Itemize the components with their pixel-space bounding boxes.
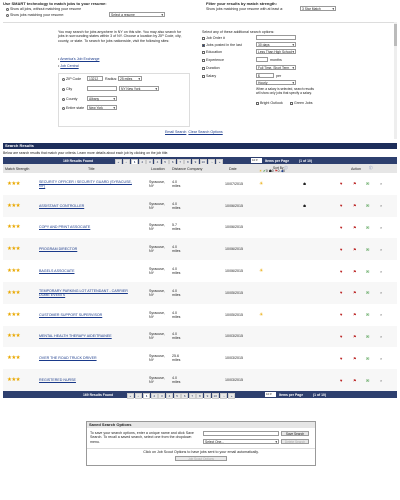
count-4: 0: [283, 168, 285, 173]
flag-icon[interactable]: ⚑: [353, 268, 357, 274]
save-search-button[interactable]: Save Search: [281, 431, 309, 436]
hat-icon: ☗: [303, 203, 307, 208]
location-cell: Syracuse, NY: [149, 354, 165, 363]
share-icon[interactable]: ✉: [366, 355, 370, 361]
distance-cell: 5.7 miles: [172, 223, 181, 232]
salary-label: Salary: [206, 74, 217, 78]
match-stars: ★★★: [7, 355, 20, 362]
distance-cell: 4.0 miles: [172, 376, 181, 385]
page-button[interactable]: 6: [169, 159, 176, 165]
city-option[interactable]: [62, 87, 72, 91]
table-row: [3, 326, 397, 349]
county-option[interactable]: [62, 97, 77, 101]
distance-cell: 4.0 miles: [172, 201, 181, 210]
col-match[interactable]: Match Strength: [5, 166, 30, 171]
filter-icons: [259, 169, 285, 173]
per-page-value: 10: [266, 392, 270, 397]
sun-icon: ☀: [259, 311, 264, 318]
save-heart-icon[interactable]: ♥: [340, 246, 343, 252]
checkbox-icon: [202, 44, 205, 47]
resume-select[interactable]: [109, 12, 165, 17]
date-cell: 10/03/2015: [225, 334, 243, 339]
job-title-link[interactable]: MENTAL HEALTH THERAPY AIDE/TRAINEE: [39, 334, 112, 339]
saved-description: To save your search options, enter a unique name and click Save Search. To recall a saved search, select one from the dropdown menu.: [90, 431, 194, 444]
match-stars: ★★★: [7, 224, 20, 231]
flag-icon[interactable]: ⚑: [353, 181, 357, 187]
col-action: Action: [351, 166, 361, 171]
smart-option-match[interactable]: [6, 13, 64, 17]
state-select[interactable]: [87, 105, 117, 110]
per-page-select[interactable]: 10 ▾: [251, 158, 262, 163]
salary-option[interactable]: [202, 74, 216, 78]
job-title-link[interactable]: SECURITY OFFICER / SECURITY GUARD (SYRACUSE, NY): [39, 179, 132, 188]
america-job-exchange-item: • America's Job Exchange: [58, 57, 100, 61]
page-button[interactable]: 9: [204, 393, 211, 399]
page-of-bottom: (1 of 10): [313, 392, 326, 397]
location-cell: Syracuse, NY: [149, 310, 165, 319]
save-heart-icon[interactable]: ♥: [340, 290, 343, 296]
posted-select[interactable]: [256, 42, 296, 47]
county-value: Albany: [89, 97, 100, 101]
flag-icon[interactable]: ⚑: [353, 224, 357, 230]
save-name-input[interactable]: [203, 431, 279, 436]
checkbox-icon: [202, 59, 205, 62]
page-button[interactable]: 2: [139, 159, 146, 165]
job-title-link[interactable]: CUSTOMER SUPPORT SUPERVISOR: [39, 312, 103, 317]
distance-cell: 25.6 miles: [172, 354, 181, 363]
date-cell: 10/03/2015: [225, 378, 243, 383]
job-order-option[interactable]: [202, 36, 225, 40]
zip-option[interactable]: [62, 77, 81, 81]
experience-input[interactable]: [256, 57, 268, 62]
page-button[interactable]: 1: [143, 393, 150, 399]
duration-select[interactable]: [256, 65, 296, 70]
filter-title: Filter your results by match strength:: [206, 1, 277, 6]
radio-icon: [62, 107, 65, 110]
share-icon[interactable]: ✉: [366, 224, 370, 230]
next-page-button[interactable]: ›: [220, 393, 227, 399]
col-location[interactable]: Location: [151, 166, 165, 171]
match-stars: ★★★: [7, 289, 20, 296]
duration-value: Full Time, Short Term: [258, 66, 290, 70]
job-title-link[interactable]: COPY AND PRINT ASSOCIATE: [39, 225, 91, 230]
date-cell: 10/06/2015: [225, 225, 243, 230]
saved-search-select[interactable]: [203, 439, 279, 444]
state-option[interactable]: [62, 106, 84, 110]
email-search-link[interactable]: Email Search: [165, 130, 187, 134]
distance-cell: 4.0 miles: [172, 179, 181, 188]
city-label: City: [66, 87, 73, 91]
sun-icon: ☀: [259, 268, 264, 275]
job-title-cell: [39, 217, 139, 239]
posted-option[interactable]: [202, 43, 242, 47]
save-heart-icon[interactable]: ♥: [340, 355, 343, 361]
chevron-down-icon: ▾: [292, 81, 294, 85]
next-page-button[interactable]: ›: [208, 159, 215, 165]
date-cell: 10/06/2015: [225, 203, 243, 208]
match-strength-value: 3 Star Match: [302, 7, 321, 11]
match-stars: ★★★: [7, 377, 20, 384]
results-found: 169 Results Found: [63, 158, 94, 163]
smart-title: Use SMART technology to match jobs to your resume:: [3, 1, 107, 6]
sun-icon: ☀: [259, 180, 264, 187]
share-icon[interactable]: ✉: [366, 290, 370, 296]
salary-note: When a salary is selected, search results will show only jobs that specify a salary.: [256, 87, 314, 95]
per-page-label-bottom: Items per Page: [279, 392, 304, 397]
sort-by-text: Sort By: [273, 165, 284, 170]
chevron-down-icon: ▾: [292, 66, 294, 70]
date-cell: 10/06/2015: [225, 247, 243, 252]
zip-label: ZIP Code: [66, 77, 82, 81]
radio-icon: [62, 88, 65, 91]
page-button[interactable]: 8: [196, 393, 203, 399]
match-stars: ★★★: [7, 268, 20, 275]
salary-input[interactable]: $: [256, 73, 274, 78]
radio-icon: [6, 8, 9, 11]
date-cell: 10/03/2015: [225, 356, 243, 361]
save-heart-icon[interactable]: ♥: [340, 377, 343, 383]
education-select[interactable]: [256, 49, 296, 54]
experience-option[interactable]: [202, 58, 224, 62]
flag-icon[interactable]: ⚑: [353, 355, 357, 361]
table-row: [3, 238, 397, 261]
job-title-cell: [39, 238, 139, 260]
delete-search-button[interactable]: Delete Search: [281, 439, 309, 444]
posted-value: 30 days: [258, 43, 270, 47]
table-row: [3, 260, 397, 283]
smart-option-all-label: Show all jobs, without matching your resume: [10, 7, 82, 11]
job-title-cell: [39, 369, 139, 391]
radius-select[interactable]: [118, 76, 142, 81]
flag-icon[interactable]: ⚑: [353, 246, 357, 252]
flag-icon[interactable]: ⚑: [353, 312, 357, 318]
page-button[interactable]: 9: [192, 159, 199, 165]
location-cell: Syracuse, NY: [149, 223, 165, 232]
zip-input[interactable]: 13212: [87, 76, 103, 81]
location-cell: Syracuse, NY: [149, 245, 165, 254]
city-input[interactable]: [87, 86, 117, 91]
share-icon[interactable]: ✉: [366, 312, 370, 318]
location-cell: Syracuse, NY: [149, 179, 165, 188]
location-cell: Syracuse, NY: [149, 267, 165, 276]
radio-icon: [62, 98, 65, 101]
magnify-icon[interactable]: ⌕: [380, 290, 383, 296]
share-icon[interactable]: ✉: [366, 333, 370, 339]
magnify-icon[interactable]: ⌕: [380, 224, 383, 230]
distance-cell: 4.0 miles: [172, 267, 181, 276]
america-job-exchange-link[interactable]: America's Job Exchange: [60, 57, 100, 61]
search-links: [165, 130, 223, 134]
magnify-icon[interactable]: ⌕: [380, 333, 383, 339]
col-company[interactable]: Company: [187, 166, 203, 171]
experience-unit: months: [270, 58, 282, 62]
chevron-down-icon: ▾: [155, 87, 157, 91]
save-heart-icon[interactable]: ♥: [340, 224, 343, 230]
job-title-cell: [39, 260, 139, 282]
bright-outlook-label: Bright Outlook: [260, 101, 283, 105]
date-cell: 10/05/2015: [225, 312, 243, 317]
chevron-down-icon: ▾: [113, 106, 115, 110]
save-heart-icon[interactable]: ♥: [340, 333, 343, 339]
job-order-label: Job Order #: [206, 36, 225, 40]
per-page-label: Items per Page: [265, 158, 290, 163]
hat-icon: ☗: [303, 181, 307, 186]
divider: [87, 448, 315, 449]
table-row: [3, 173, 397, 196]
match-stars: ★★★: [7, 311, 20, 318]
page-button[interactable]: 6: [181, 393, 188, 399]
match-strength-select[interactable]: [300, 6, 336, 11]
distance-cell: 4.0 miles: [172, 245, 181, 254]
job-title-link[interactable]: TEMPORARY PARKING LOT ATTENDANT - CARRIER DOME EVENTS: [39, 288, 128, 297]
distance-cell: 4.0 miles: [172, 332, 181, 341]
flag-icon[interactable]: ⚑: [353, 333, 357, 339]
job-order-input[interactable]: [256, 35, 296, 40]
share-icon[interactable]: ✉: [366, 377, 370, 383]
flag-icon[interactable]: ⚑: [353, 203, 357, 209]
scrollbar-thumb[interactable]: [394, 24, 397, 46]
match-stars: ★★★: [7, 202, 20, 209]
page-button[interactable]: 10: [201, 159, 205, 164]
checkbox-icon: [202, 37, 205, 40]
radio-icon: [62, 78, 65, 81]
saved-search-panel: [86, 421, 316, 466]
job-central-link[interactable]: Job Central: [60, 64, 79, 68]
page-button[interactable]: 2: [151, 393, 158, 399]
page-button[interactable]: 8: [184, 159, 191, 165]
results-title: Search Results: [3, 143, 397, 149]
magnify-icon[interactable]: ⌕: [380, 203, 383, 209]
page-buttons-bottom: [127, 393, 236, 399]
save-heart-icon[interactable]: ♥: [340, 312, 343, 318]
hat-icon[interactable]: ☗: [268, 168, 272, 173]
city-state-value: NY New York: [121, 87, 141, 91]
magnify-icon[interactable]: ⌕: [380, 181, 383, 187]
checkbox-icon: [256, 102, 259, 105]
job-title-link[interactable]: ASSISTANT CONTROLLER: [39, 203, 85, 208]
location-cell: Syracuse, NY: [149, 332, 165, 341]
info-icon[interactable]: ⓘ: [284, 165, 288, 170]
per-page-value: 10: [252, 158, 256, 163]
info-icon[interactable]: ⓘ: [369, 166, 373, 170]
magnify-icon[interactable]: ⌕: [380, 268, 383, 274]
flag-icon[interactable]: ⚑: [274, 168, 278, 173]
share-icon[interactable]: ✉: [366, 246, 370, 252]
state-value: New York: [89, 106, 103, 110]
page-of: (1 of 10): [299, 158, 312, 163]
pagination-bar-bottom: [3, 391, 397, 398]
checkbox-icon: [202, 75, 205, 78]
job-title-cell: [39, 347, 139, 369]
distance-cell: 4.0 miles: [172, 288, 181, 297]
table-row: [3, 282, 397, 305]
radius-value: 25 miles: [120, 77, 133, 81]
flag-icon[interactable]: ⚑: [353, 377, 357, 383]
chevron-down-icon: ▾: [332, 7, 334, 11]
prev-page-button[interactable]: ‹: [123, 159, 130, 165]
distance-cell: 4.0 miles: [172, 310, 181, 319]
filter-label: Show jobs matching your resume with at least a:: [206, 7, 284, 11]
page-button[interactable]: 5: [174, 393, 181, 399]
chevron-down-icon: ▾: [161, 13, 163, 17]
city-state-select[interactable]: [119, 86, 159, 91]
job-central-item: • Job Central: [58, 64, 79, 68]
location-cell: Syracuse, NY: [149, 376, 165, 385]
job-title-link[interactable]: PROGRAM DIRECTOR: [39, 247, 78, 252]
magnify-icon[interactable]: ⌕: [380, 246, 383, 252]
magnify-icon[interactable]: ⌕: [380, 312, 383, 318]
additional-title: Select any of these additional search options:: [202, 30, 275, 34]
match-stars: ★★★: [7, 246, 20, 253]
count-1: 0: [265, 168, 268, 173]
panel-scrollbar[interactable]: [394, 22, 397, 139]
page-button[interactable]: 7: [189, 393, 196, 399]
green-jobs-label: Green Jobs: [294, 101, 313, 105]
page-button[interactable]: 1: [131, 159, 138, 165]
share-icon[interactable]: ✉: [366, 203, 370, 209]
county-label: County: [66, 97, 78, 101]
page-button[interactable]: 7: [177, 159, 184, 165]
col-title[interactable]: Title: [88, 166, 95, 171]
smart-option-match-label: Show jobs matching your resume:: [10, 13, 65, 17]
page-button[interactable]: 10: [213, 393, 217, 398]
arrow-icon[interactable]: ◀: [280, 168, 284, 173]
prev-page-button[interactable]: ‹: [135, 393, 142, 399]
job-title-cell: [39, 282, 139, 304]
last-page-button[interactable]: »: [216, 159, 223, 165]
checkbox-icon: [290, 102, 293, 105]
results-table: [0, 173, 400, 391]
table-row: [3, 304, 397, 327]
saved-title: Saved Search Options: [87, 422, 315, 428]
location-cell: Syracuse, NY: [149, 288, 165, 297]
radius-label: Radius:: [105, 77, 118, 81]
table-row: [3, 347, 397, 370]
leaf-icon[interactable]: ✔: [263, 168, 266, 173]
col-distance[interactable]: Distance: [172, 166, 186, 171]
saved-search-value: Select One...: [205, 440, 225, 444]
job-title-cell: [39, 195, 139, 217]
save-heart-icon[interactable]: ♥: [340, 203, 343, 209]
search-description: You may search for jobs anywhere in NY on this site. You may also search for jobs in surrounding states within 3 of NY. Choose a location by ZIP Code, city, county, or state. To search for jobs nationwide, visit the following sites:: [58, 30, 182, 43]
smart-option-all[interactable]: [6, 7, 81, 11]
education-value: Less Than High School: [258, 50, 293, 54]
chevron-down-icon: ▾: [292, 43, 294, 47]
flag-icon[interactable]: ⚑: [353, 290, 357, 296]
job-title-cell: [39, 304, 139, 326]
page-button[interactable]: 4: [166, 393, 173, 399]
radio-icon: [6, 14, 9, 17]
per-page-select-bottom[interactable]: 10 ▾: [265, 392, 276, 397]
page-button[interactable]: 4: [154, 159, 161, 165]
bright-outlook-option[interactable]: [256, 101, 283, 105]
chevron-down-icon: ▾: [292, 50, 294, 54]
save-heart-icon[interactable]: ♥: [340, 268, 343, 274]
job-title-cell: [39, 326, 139, 348]
resume-select-value: Select a resume: [111, 13, 135, 17]
results-found-bottom: 169 Results Found: [83, 392, 114, 397]
duration-option[interactable]: [202, 66, 220, 70]
experience-label: Experience: [206, 58, 224, 62]
table-row: [3, 217, 397, 240]
date-cell: 10/05/2015: [225, 290, 243, 295]
count-3: 0: [277, 168, 280, 173]
match-stars: ★★★: [7, 333, 20, 340]
education-option[interactable]: [202, 50, 222, 54]
job-title-link[interactable]: REGISTERED NURSE: [39, 377, 76, 382]
salary-period-select[interactable]: [256, 80, 296, 85]
sun-icon[interactable]: ☀: [259, 168, 263, 173]
duration-label: Duration: [206, 66, 220, 70]
date-cell: 10/07/2015: [225, 181, 243, 186]
table-row: [3, 195, 397, 218]
magnify-icon[interactable]: ⌕: [380, 355, 383, 361]
page-button[interactable]: 3: [158, 393, 165, 399]
count-2: 0: [271, 168, 274, 173]
first-page-button[interactable]: «: [115, 159, 122, 165]
chevron-down-icon: ▾: [113, 97, 115, 101]
checkbox-icon: [202, 51, 205, 54]
job-scout-button[interactable]: Job Scout Options: [175, 456, 227, 461]
col-date[interactable]: Date: [229, 166, 237, 171]
green-jobs-option[interactable]: [290, 101, 313, 105]
results-description: Below are search results that match your criteria. Learn more details about each job by clicking on the job title.: [3, 151, 169, 155]
share-icon[interactable]: ✉: [366, 181, 370, 187]
county-select[interactable]: [87, 96, 117, 101]
table-row: [3, 369, 397, 392]
page-button[interactable]: 5: [162, 159, 169, 165]
posted-label: Jobs posted in the last: [206, 43, 242, 47]
job-title-link[interactable]: OVER THE ROAD TRUCK DRIVER: [39, 356, 97, 361]
location-cell: Syracuse, NY: [149, 201, 165, 210]
magnify-icon[interactable]: ⌕: [380, 377, 383, 383]
match-stars: ★★★: [7, 180, 20, 187]
checkbox-icon: [202, 67, 205, 70]
clear-search-link[interactable]: Clear Search Options: [188, 130, 223, 134]
salary-period-value: Hourly: [258, 81, 268, 85]
date-cell: 10/06/2015: [225, 269, 243, 274]
chevron-down-icon: ▾: [275, 440, 277, 444]
state-label: Entire state: [66, 106, 85, 110]
last-page-button[interactable]: »: [228, 393, 235, 399]
pagination-bar-top: [3, 157, 397, 164]
job-title-link[interactable]: BAGELS ASSOCIATE: [39, 268, 75, 273]
save-heart-icon[interactable]: ♥: [340, 181, 343, 187]
first-page-button[interactable]: «: [127, 393, 134, 399]
chevron-down-icon: ▾: [138, 77, 140, 81]
salary-per: per: [276, 74, 282, 78]
scout-text: Click on Job Scout Options to have jobs sent to your email automatically.: [143, 450, 259, 454]
share-icon[interactable]: ✉: [366, 268, 370, 274]
education-label: Education: [206, 50, 222, 54]
page-button[interactable]: 3: [146, 159, 153, 165]
job-title-cell: [39, 173, 139, 195]
